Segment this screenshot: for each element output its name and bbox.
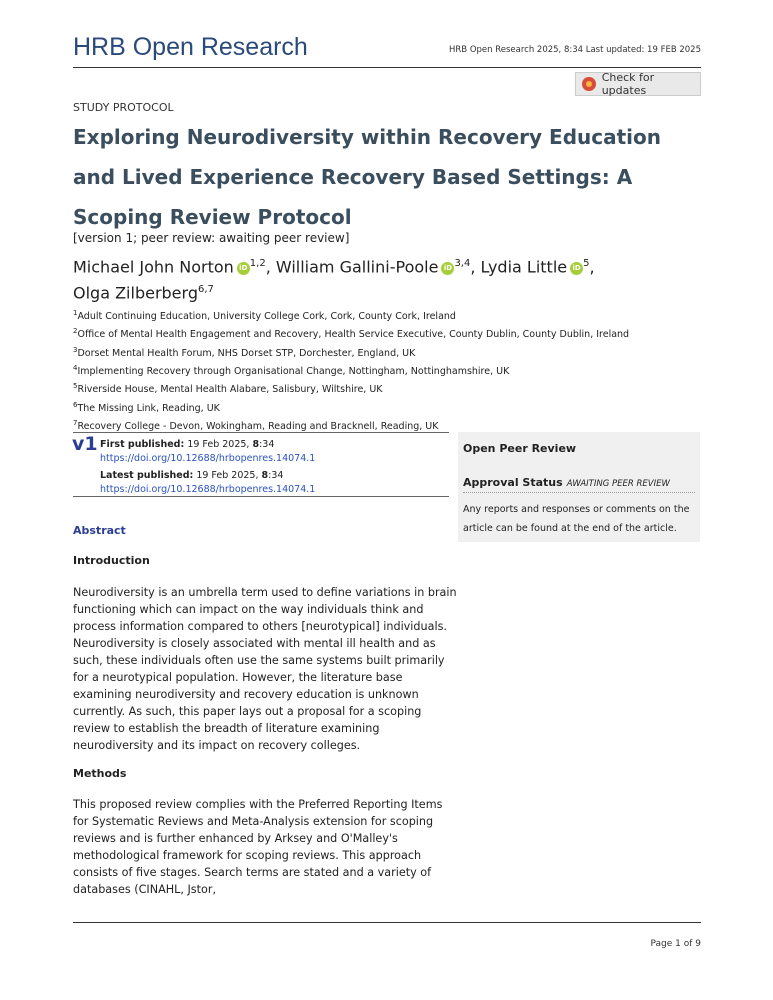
affiliation: $^2$Office of Mental Health Engagement and Recovery, Health Service Executive, County Dublin, County Dublin, Ireland — [73, 327, 630, 341]
orcid-icon[interactable]: iD — [237, 262, 250, 275]
methods-heading: Methods — [73, 767, 127, 780]
orcid-icon[interactable]: iD — [441, 262, 454, 275]
check-for-updates-label: Check for updates — [601, 71, 655, 97]
footer-divider — [73, 922, 701, 923]
introduction-heading: Introduction — [73, 554, 150, 567]
publication-info: First published: 19 Feb 2025, 8:34 https://doi.org/10.12688/hrbopenres.14074.1 Latest published: 19 Feb 2025, 8:34 https://doi.org/10.12688/hrbopenres.14074.1 — [100, 439, 316, 495]
page-number: Page 1 of 9 — [650, 939, 701, 949]
open-peer-review-box — [458, 432, 700, 542]
author-affil-sup: 6,7 — [197, 284, 214, 296]
version-badge: v1 — [72, 433, 98, 455]
author-name[interactable]: Michael John Norton — [73, 257, 234, 277]
version-status: [version 1; peer review: awaiting peer review] — [73, 231, 350, 245]
article-title: Exploring Neurodiversity within Recovery Education and Lived Experience Recovery Based Settings: A Scoping Review Protocol — [73, 125, 661, 229]
journal-name: HRB Open Research — [73, 33, 308, 61]
affiliation: $^1$Adult Continuing Education, University College Cork, Cork, County Cork, Ireland — [73, 309, 456, 323]
check-for-updates-button[interactable] — [575, 72, 701, 96]
author-name[interactable]: William Gallini-Poole — [275, 257, 439, 277]
status-value: AWAITING PEER REVIEW — [566, 479, 670, 489]
peer-note: Any reports and responses or comments on the article can be found at the end of the article. — [463, 504, 690, 534]
header-meta: HRB Open Research 2025, 8:34 Last updated: 19 FEB 2025 — [448, 45, 701, 55]
affiliation: $^6$The Missing Link, Reading, UK — [73, 400, 220, 414]
pubinfo-divider-top — [73, 432, 449, 433]
header-divider — [73, 67, 701, 68]
author-name[interactable]: Olga Zilberberg — [73, 283, 198, 303]
orcid-icon[interactable]: iD — [570, 262, 583, 275]
first-doi-link[interactable]: https://doi.org/10.12688/hrbopenres.14074.1 — [100, 452, 316, 464]
author-name[interactable]: Lydia Little — [480, 257, 568, 277]
author-affil-sup: 1,2 — [249, 258, 266, 269]
author-affil-sup: 5 — [583, 258, 590, 269]
author-list: Michael John Norton iD $^{1,2}$, William Gallini-Poole iD $^{3,4}$, Lydia Little iD $^5$, Olga Zilberberg$^{6,7}$ — [73, 257, 595, 303]
article-type: STUDY PROTOCOL — [73, 101, 174, 114]
abstract-heading: Abstract — [73, 524, 126, 537]
latest-doi-link[interactable]: https://doi.org/10.12688/hrbopenres.14074.1 — [100, 483, 316, 495]
affiliation-list — [73, 306, 629, 435]
pubinfo-divider-bottom — [73, 496, 449, 497]
crossmark-icon — [582, 77, 596, 91]
affiliation: $^7$Recovery College - Devon, Wokingham, Reading and Bracknell, Reading, UK — [73, 419, 439, 433]
author-affil-sup: 3,4 — [454, 258, 471, 269]
affiliation: $^3$Dorset Mental Health Forum, NHS Dorset STP, Dorchester, England, UK — [73, 345, 416, 359]
methods-text: This proposed review complies with the Preferred Reporting Items for Systematic Reviews and Meta-Analysis extension for scoping reviews and is further enhanced by Arksey and O'Malley's methodological framework for scoping reviews. This approach consists of five stages. Search terms are stated and a variety of databases (CINAHL, Jstor, — [73, 798, 443, 896]
introduction-text: Neurodiversity is an umbrella term used to define variations in brain functioning which can impact on the way individuals think and process information compared to others [neurotypical] individuals. Neurodiversity is closely associated with mental ill health and as such, these individuals often use the same systems built primarily for a neurotypical population. However, the literature base examining neurodiversity and recovery education is unknown currently. As such, this paper lays out a proposal for a scoping review to establish the breadth of literature examining neurodiversity and its impact on recovery colleges. — [73, 586, 457, 752]
approval-status: Approval Status AWAITING PEER REVIEW — [463, 476, 670, 489]
peer-review-heading: Open Peer Review — [463, 442, 577, 455]
peer-divider — [463, 492, 695, 493]
affiliation: $^5$Riverside House, Mental Health Alabare, Salisbury, Wiltshire, UK — [73, 382, 383, 396]
affiliation: $^4$Implementing Recovery through Organisational Change, Nottingham, Nottinghamshire, UK — [73, 364, 510, 378]
